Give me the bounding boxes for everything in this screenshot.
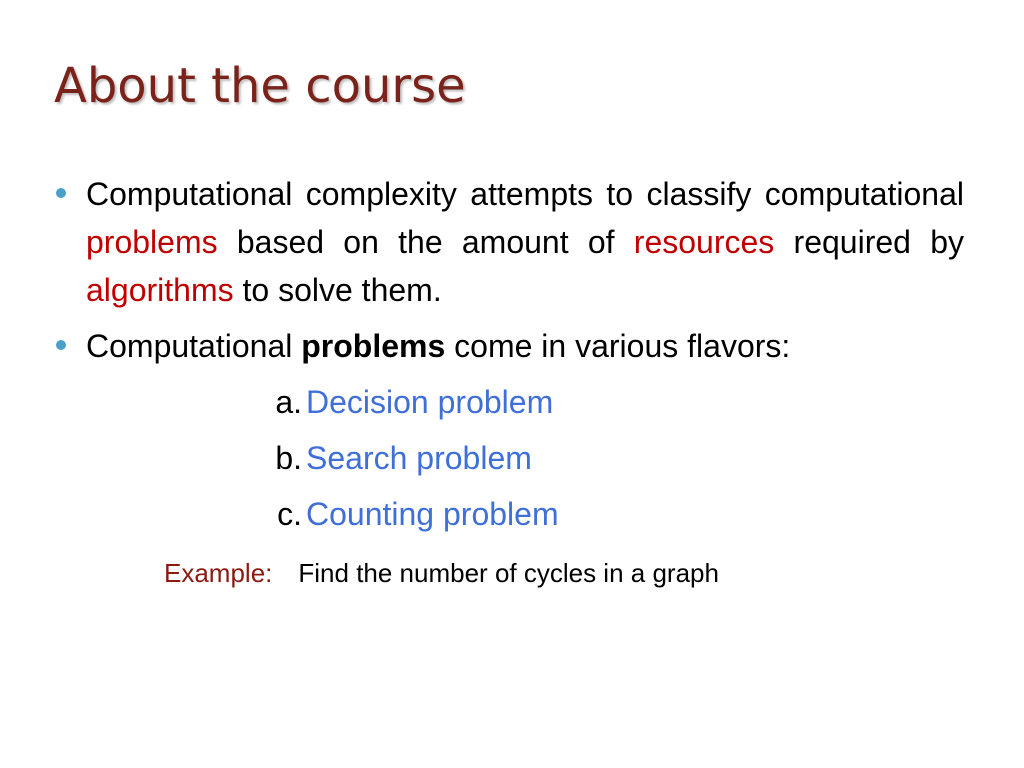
text-segment: to solve them. [233,272,442,308]
list-marker: b. [275,440,302,476]
bullet-dot-icon [56,188,66,198]
bullet-dot-icon [56,340,66,350]
flavor-label: Decision problem [306,384,554,420]
slide-title: About the course [54,58,466,114]
text-segment: come in various flavors: [445,328,791,364]
example-label: Example: [164,558,273,588]
text-segment: required by [774,224,964,260]
highlight-algorithms: algorithms [86,272,234,308]
bold-problems: problems [301,328,446,364]
flavor-item-search [266,438,532,478]
highlight-problems: problems [86,224,218,260]
bullet-complexity-text [86,170,964,314]
example-line [164,556,719,590]
bullet-flavors-text [86,322,964,370]
highlight-resources: resources [633,224,775,260]
flavor-label: Counting problem [306,496,559,532]
flavor-item-decision [266,382,553,422]
text-segment: based on the amount of [217,224,634,260]
text-segment: Computational complexity attempts to classify computational [86,176,964,212]
example-text: Find the number of cycles in a graph [298,558,719,588]
text-segment: Computational [86,328,302,364]
flavor-label: Search problem [306,440,532,476]
list-marker: c. [277,496,302,532]
list-marker: a. [275,384,302,420]
flavor-item-counting [266,494,559,534]
